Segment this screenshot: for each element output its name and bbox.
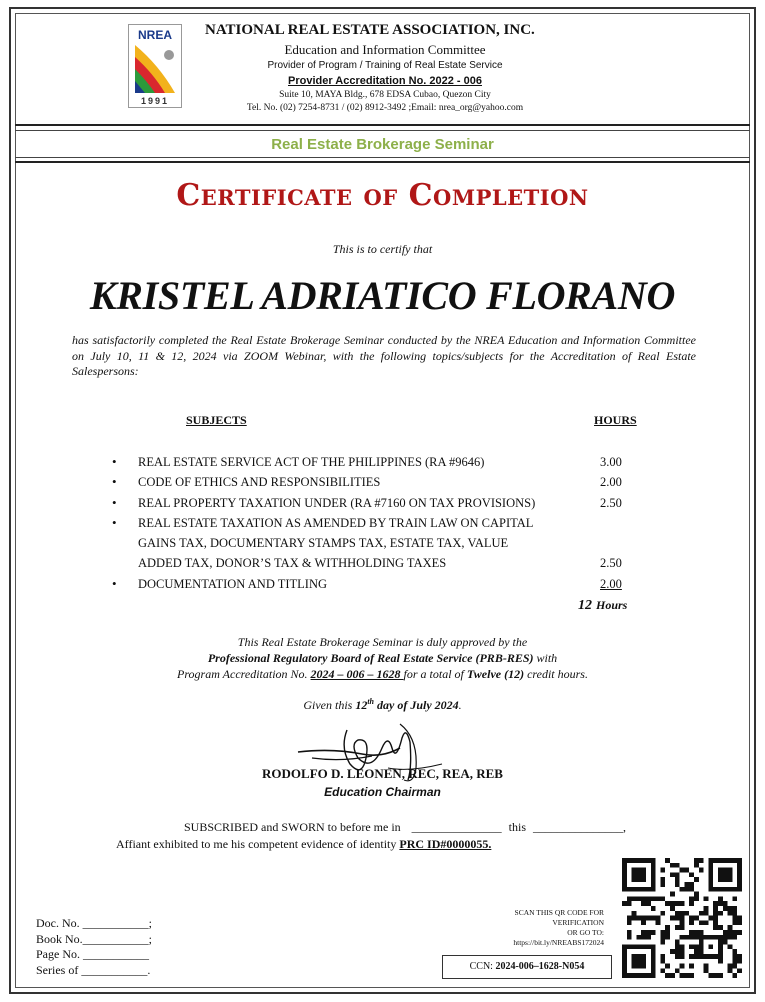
total-hours xyxy=(578,596,627,614)
ccn-value: 2024-006–1628-N054 xyxy=(495,961,585,972)
approval-line-2 xyxy=(0,650,765,666)
bullet-icon: • xyxy=(112,576,117,591)
address: Suite 10, MAYA Bldg., 678 EDSA Cubao, Quezon City xyxy=(279,90,491,100)
sworn-date-blank: _______________, xyxy=(533,820,626,834)
subject-hours: 2.50 xyxy=(600,556,622,570)
seminar-divider xyxy=(15,157,750,158)
header-divider-second xyxy=(15,130,750,131)
sworn-place-blank: _______________ xyxy=(411,820,502,834)
total-hours-unit: Hours xyxy=(596,598,628,612)
subject-item: REAL PROPERTY TAXATION UNDER (RA #7160 ON TAX PROVISIONS) xyxy=(138,496,536,510)
completion-statement: has satisfactorily completed the Real Estate Brokerage Seminar conducted by the NREA Education and Information Committee on July 10, 11 & 12, 2024 via ZOOM Webinar, with the following topics/subjects for the Accreditation of Real Estate Salespersons: xyxy=(72,333,696,378)
certify-line: This is to certify that xyxy=(332,242,433,256)
program-accreditation-no: 2024 – 006 – 1628 xyxy=(310,667,404,681)
subject-hours: 3.00 xyxy=(600,455,622,469)
header-divider-top xyxy=(15,124,750,126)
subject-item: CODE OF ETHICS AND RESPONSIBILITIES xyxy=(138,475,381,489)
page-no-field: Page No. ___________ xyxy=(36,947,149,961)
credit-hours: Twelve (12) xyxy=(466,667,525,681)
qr-instruction-line: OR GO TO: xyxy=(567,928,604,937)
subject-item: DOCUMENTATION AND TITLING xyxy=(138,577,328,591)
hours-header: HOURS xyxy=(594,413,637,427)
bullet-icon: • xyxy=(112,454,117,469)
bullet-icon: • xyxy=(112,474,117,489)
subjects-header: SUBJECTS xyxy=(186,413,247,427)
contact-info: Tel. No. (02) 7254-8731 / (02) 8912-3492 ;Email: nrea_org@yahoo.com xyxy=(246,103,524,113)
bullet-icon: • xyxy=(112,495,117,510)
approval-with: with xyxy=(533,651,558,665)
verification-url[interactable]: https://bit.ly/NREABS172024 xyxy=(513,938,604,947)
given-month-year: day of July 2024 xyxy=(374,698,459,712)
nrea-logo xyxy=(128,24,182,108)
logo-year: 1991 xyxy=(140,96,170,106)
approval-credit-label: credit hours. xyxy=(524,667,588,681)
organization-name: NATIONAL REAL ESTATE ASSOCIATION, INC. xyxy=(205,22,535,38)
given-pre: Given this xyxy=(303,698,356,712)
verification-qr-code[interactable] xyxy=(622,858,742,978)
seminar-title: Real Estate Brokerage Seminar xyxy=(271,136,494,153)
certificate-title: Certificate of Completion xyxy=(176,178,589,213)
given-day-suffix: th xyxy=(367,697,374,706)
provider-accreditation: Provider Accreditation No. 2022 - 006 xyxy=(288,75,482,87)
approval-total-label: for a total of xyxy=(403,667,467,681)
subject-hours: 2.00 xyxy=(600,475,622,489)
subject-item: REAL ESTATE TAXATION AS AMENDED BY TRAIN LAW ON CAPITAL xyxy=(138,516,534,530)
given-post: . xyxy=(458,698,462,712)
logo-text: NREA xyxy=(137,28,173,42)
bullet-icon: • xyxy=(112,515,117,530)
prc-id: PRC ID#0000055. xyxy=(399,837,492,851)
subject-hours: 2.50 xyxy=(600,496,622,510)
signatory-title: Education Chairman xyxy=(324,785,441,799)
seminar-divider-thick xyxy=(15,161,750,163)
approval-program-label: Program Accreditation No. xyxy=(177,667,311,681)
regulatory-board: Professional Regulatory Board of Real Estate Service (PRB-RES) xyxy=(207,651,534,665)
affiant-pre: Affiant exhibited to me his competent evidence of identity xyxy=(116,837,400,851)
ccn-box xyxy=(442,955,612,979)
series-field: Series of ___________. xyxy=(36,963,151,977)
sworn-statement xyxy=(184,820,626,835)
ccn-label: CCN: xyxy=(469,961,496,972)
approval-statement xyxy=(0,634,765,682)
qr-instruction-line: VERIFICATION xyxy=(552,918,604,927)
subject-item: REAL ESTATE SERVICE ACT OF THE PHILIPPINES (RA #9646) xyxy=(138,455,485,469)
subject-item-continued: ADDED TAX, DONOR’S TAX & WITHHOLDING TAXES xyxy=(138,556,447,570)
doc-no-field: Doc. No. ___________; xyxy=(36,916,152,930)
given-date xyxy=(0,697,765,713)
approval-line-3 xyxy=(0,666,765,682)
qr-instruction-line: SCAN THIS QR CODE FOR xyxy=(514,908,604,917)
provider-line: Provider of Program / Training of Real Estate Service xyxy=(267,60,503,71)
approval-line-1: This Real Estate Brokerage Seminar is duly approved by the xyxy=(237,635,528,649)
given-day: 12 xyxy=(355,698,368,712)
subject-item-continued: GAINS TAX, DOCUMENTARY STAMPS TAX, ESTATE TAX, VALUE xyxy=(138,536,509,550)
sworn-mid: this xyxy=(508,820,526,834)
qr-instructions xyxy=(480,908,604,948)
book-no-field: Book No.___________; xyxy=(36,932,153,946)
signatory-name: RODOLFO D. LEONEN, REC, REA, REB xyxy=(262,766,503,781)
subject-hours: 2.00 xyxy=(600,577,622,591)
affiant-statement xyxy=(116,837,491,852)
committee-name: Education and Information Committee xyxy=(284,42,486,57)
recipient-name: KRISTEL ADRIATICO FLORANO xyxy=(89,273,676,318)
sworn-pre: SUBSCRIBED and SWORN to before me in xyxy=(184,820,401,834)
total-hours-number: 12 xyxy=(578,598,592,613)
nrea-logo-graphic xyxy=(129,25,181,107)
